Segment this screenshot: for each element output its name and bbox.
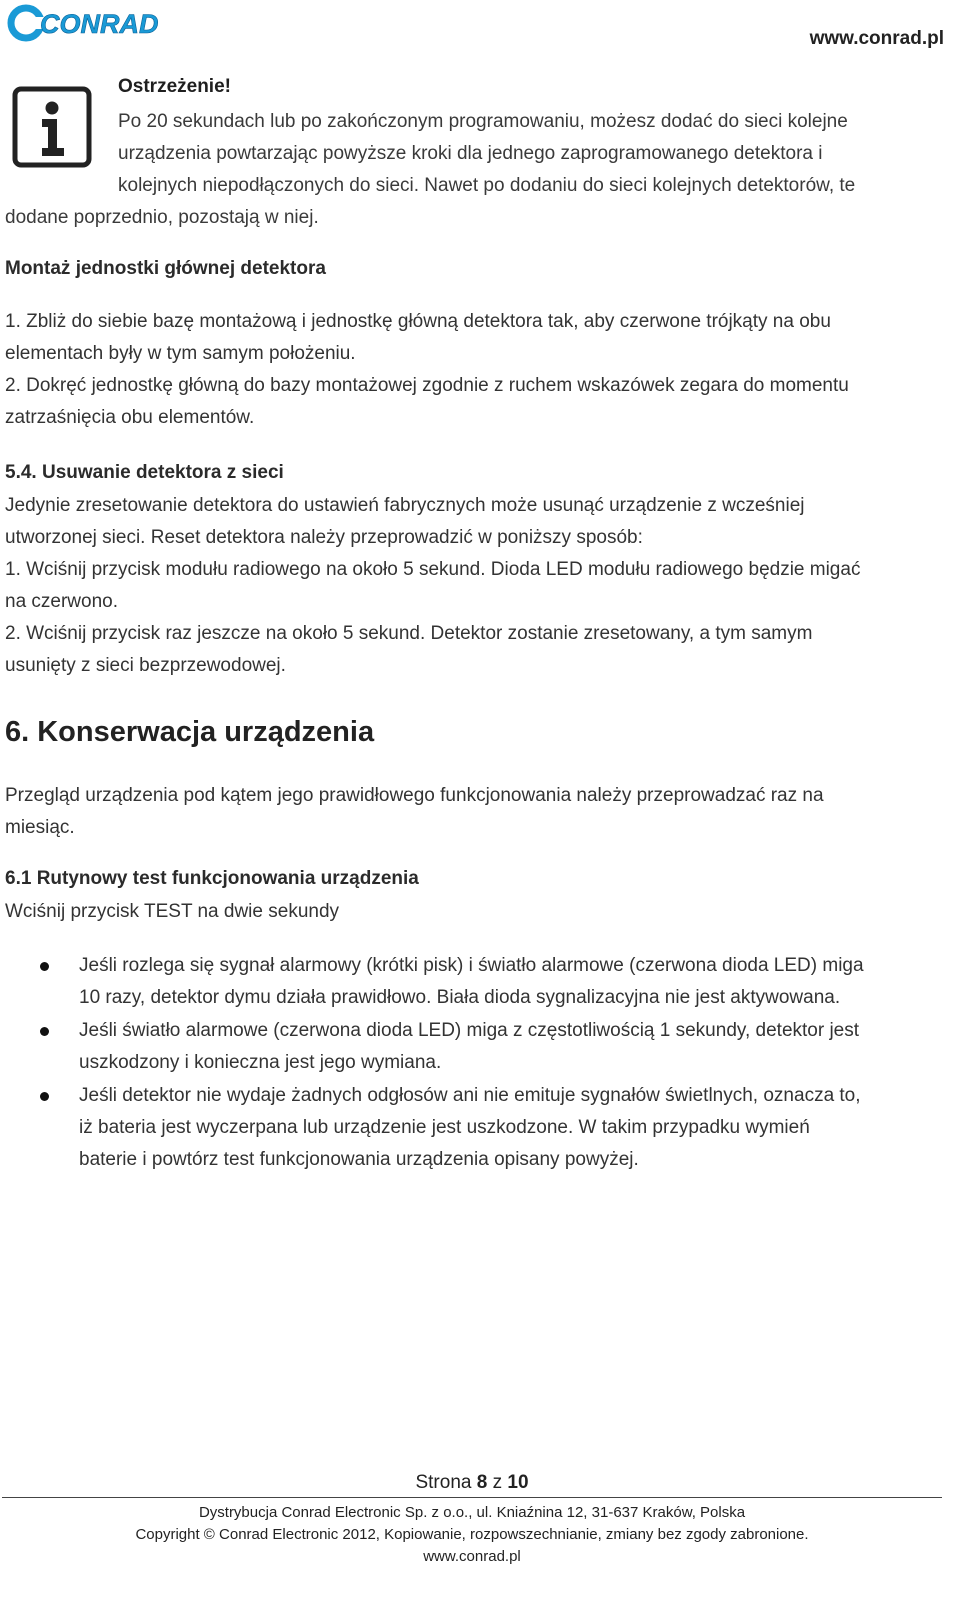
maintenance-line: miesiąc.: [5, 817, 75, 838]
page-total: 10: [507, 1472, 529, 1493]
routine-test-results: [0, 950, 950, 1177]
bullet-icon: [40, 1092, 49, 1101]
page-number: [0, 1472, 944, 1494]
remove-heading: 5.4. Usuwanie detektora z sieci: [5, 462, 284, 483]
list-item-line: baterie i powtórz test funkcjonowania urządzenia opisany powyżej.: [79, 1149, 639, 1170]
footer-website[interactable]: www.conrad.pl: [423, 1548, 521, 1565]
remove-line: na czerwono.: [5, 591, 119, 612]
logo-text: CONRAD: [40, 9, 159, 39]
conrad-logo: [6, 2, 164, 44]
list-item-line: uszkodzony i konieczna jest jego wymiana.: [79, 1052, 442, 1073]
page-current: 8: [476, 1472, 488, 1493]
footer: [0, 1502, 944, 1568]
warning-line: Po 20 sekundach lub po zakończonym programowaniu, możesz dodać do sieci kolejne: [118, 111, 848, 132]
footer-divider: [2, 1497, 942, 1498]
remove-line: 2. Wciśnij przycisk raz jeszcze na około 5 sekund. Detektor zostanie zresetowany, a tym samym: [5, 623, 813, 644]
mount-heading: Montaż jednostki głównej detektora: [5, 258, 326, 279]
list-item-line: Jeśli światło alarmowe (czerwona dioda LED) miga z częstotliwością 1 sekundy, detektor jest: [79, 1020, 860, 1041]
maintenance-text: [5, 780, 940, 844]
conrad-logo-graphic: [6, 2, 164, 44]
mount-line: elementach były w tym samym położeniu.: [5, 343, 356, 364]
remove-line: Jedynie zresetowanie detektora do ustawień fabrycznych może usunąć urządzenie z wcześniej: [5, 495, 805, 516]
routine-test-intro-line: Wciśnij przycisk TEST na dwie sekundy: [5, 901, 340, 922]
header-website[interactable]: www.conrad.pl: [809, 28, 944, 49]
list-item: [0, 1080, 950, 1176]
footer-distribution: Dystrybucja Conrad Electronic Sp. z o.o., ul. Kniaźnina 12, 31-637 Kraków, Polska: [198, 1504, 746, 1521]
list-item-line: Jeśli detektor nie wydaje żadnych odgłosów ani nie emituje sygnałów świetlnych, oznacza to,: [79, 1085, 861, 1106]
maintenance-line: Przegląd urządzenia pod kątem jego prawidłowego funkcjonowania należy przeprowadzać raz na: [5, 785, 824, 806]
bullet-icon: [40, 962, 49, 971]
remove-line: utworzonej sieci. Reset detektora należy przeprowadzić w poniższy sposób:: [5, 527, 643, 548]
list-item: [0, 950, 950, 1014]
list-item-line: Jeśli rozlega się sygnał alarmowy (krótki pisk) i światło alarmowe (czerwona dioda LED) miga: [79, 955, 864, 976]
mount-line: zatrzaśnięcia obu elementów.: [5, 407, 255, 428]
list-item-line: iż bateria jest wyczerpana lub urządzenie jest uszkodzone. W takim przypadku wymień: [79, 1117, 810, 1138]
mount-steps: [5, 306, 940, 434]
warning-line: dodane poprzednio, pozostają w niej.: [5, 207, 319, 228]
mount-line: 2. Dokręć jednostkę główną do bazy montażowej zgodnie z ruchem wskazówek zegara do momentu: [5, 375, 849, 396]
routine-test-heading: 6.1 Rutynowy test funkcjonowania urządzenia: [5, 868, 419, 889]
page-prefix: Strona: [415, 1472, 472, 1493]
routine-test-intro: [5, 896, 940, 928]
list-item: [0, 1015, 950, 1079]
list-item-line: 10 razy, detektor dymu działa prawidłowo. Biała dioda sygnalizacyjna nie jest aktywowana.: [79, 987, 841, 1008]
maintenance-heading: 6. Konserwacja urządzenia: [5, 716, 375, 748]
warning-line: urządzenia powtarzając powyższe kroki dla jednego zaprogramowanego detektora i: [118, 143, 823, 164]
footer-copyright: Copyright © Conrad Electronic 2012, Kopiowanie, rozpowszechnianie, zmiany bez zgody zabronione.: [135, 1526, 809, 1543]
remove-line: usunięty z sieci bezprzewodowej.: [5, 655, 286, 676]
warning-title: Ostrzeżenie!: [118, 76, 231, 97]
remove-text: [5, 490, 940, 682]
page-separator: z: [492, 1472, 503, 1493]
warning-line: kolejnych niepodłączonych do sieci. Nawet po dodaniu do sieci kolejnych detektorów, te: [118, 175, 856, 196]
warning-text: [5, 106, 945, 234]
remove-line: 1. Wciśnij przycisk modułu radiowego na około 5 sekund. Dioda LED modułu radiowego będzie migać: [5, 559, 861, 580]
bullet-icon: [40, 1027, 49, 1036]
mount-line: 1. Zbliż do siebie bazę montażową i jednostkę główną detektora tak, aby czerwone trójkąty na obu: [5, 311, 831, 332]
